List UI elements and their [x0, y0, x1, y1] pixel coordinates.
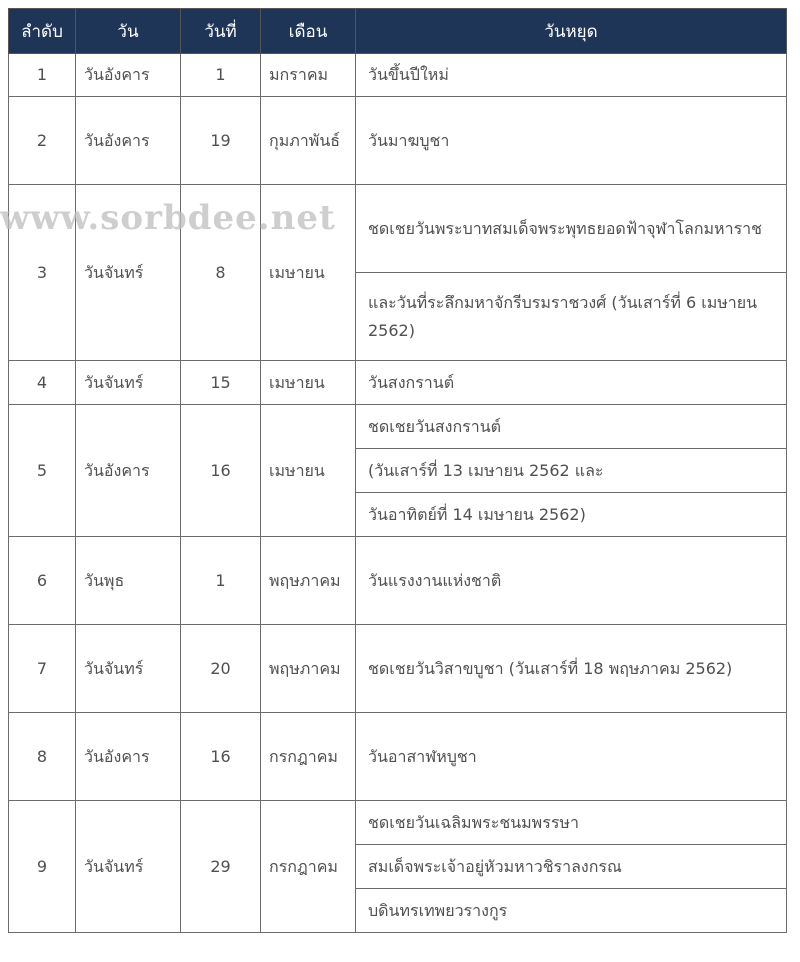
month-cell: เมษายน	[261, 185, 356, 361]
date-cell: 1	[181, 54, 261, 97]
table-row	[9, 537, 787, 625]
watermark: www.sorbdee.net	[0, 198, 336, 238]
table-row	[9, 54, 787, 97]
order-cell: 3	[9, 185, 76, 361]
holiday-cell: ชดเชยวันเฉลิมพระชนมพรรษา	[356, 801, 787, 845]
month-cell: เมษายน	[261, 361, 356, 405]
table-row	[9, 405, 787, 449]
holiday-cell: ชดเชยวันสงกรานต์	[356, 405, 787, 449]
day-cell: วันพุธ	[76, 537, 181, 625]
date-cell: 8	[181, 185, 261, 361]
day-cell: วันจันทร์	[76, 361, 181, 405]
table-row	[9, 361, 787, 405]
date-cell: 29	[181, 801, 261, 933]
date-cell: 20	[181, 625, 261, 713]
holiday-cell: ชดเชยวันพระบาทสมเด็จพระพุทธยอดฟ้าจุฬาโลกมหาราช	[356, 185, 787, 273]
order-cell: 4	[9, 361, 76, 405]
day-cell: วันอังคาร	[76, 54, 181, 97]
day-cell: วันอังคาร	[76, 713, 181, 801]
table-row	[9, 185, 787, 273]
order-cell: 8	[9, 713, 76, 801]
month-cell: กุมภาพันธ์	[261, 97, 356, 185]
table-body	[9, 54, 787, 933]
holiday-cell: วันแรงงานแห่งชาติ	[356, 537, 787, 625]
holiday-cell: (วันเสาร์ที่ 13 เมษายน 2562 และ	[356, 449, 787, 493]
date-cell: 16	[181, 405, 261, 537]
month-cell: กรกฎาคม	[261, 801, 356, 933]
day-cell: วันจันทร์	[76, 185, 181, 361]
day-cell: วันจันทร์	[76, 625, 181, 713]
holiday-cell: ชดเชยวันวิสาขบูชา (วันเสาร์ที่ 18 พฤษภาคม 2562)	[356, 625, 787, 713]
month-cell: กรกฎาคม	[261, 713, 356, 801]
order-cell: 9	[9, 801, 76, 933]
date-cell: 15	[181, 361, 261, 405]
date-cell: 1	[181, 537, 261, 625]
order-cell: 1	[9, 54, 76, 97]
day-cell: วันอังคาร	[76, 97, 181, 185]
table-row	[9, 625, 787, 713]
holiday-table	[8, 8, 787, 933]
date-cell: 16	[181, 713, 261, 801]
holiday-cell: บดินทรเทพยวรางกูร	[356, 889, 787, 933]
day-cell: วันอังคาร	[76, 405, 181, 537]
day-cell: วันจันทร์	[76, 801, 181, 933]
order-cell: 6	[9, 537, 76, 625]
month-cell: มกราคม	[261, 54, 356, 97]
month-cell: พฤษภาคม	[261, 625, 356, 713]
date-cell: 19	[181, 97, 261, 185]
holiday-cell: วันสงกรานต์	[356, 361, 787, 405]
holiday-table-container	[8, 8, 786, 933]
header-month: เดือน	[261, 9, 356, 54]
header-holiday: วันหยุด	[356, 9, 787, 54]
holiday-cell: สมเด็จพระเจ้าอยู่หัวมหาวชิราลงกรณ	[356, 845, 787, 889]
order-cell: 5	[9, 405, 76, 537]
order-cell: 2	[9, 97, 76, 185]
header-day: วัน	[76, 9, 181, 54]
header-date: วันที่	[181, 9, 261, 54]
month-cell: พฤษภาคม	[261, 537, 356, 625]
page-cut	[8, 936, 786, 962]
holiday-cell: และวันที่ระลึกมหาจักรีบรมราชวงศ์ (วันเสาร์ที่ 6 เมษายน 2562)	[356, 273, 787, 361]
holiday-cell: วันมาฆบูชา	[356, 97, 787, 185]
table-row	[9, 713, 787, 801]
holiday-cell: วันอาสาฬหบูชา	[356, 713, 787, 801]
table-row	[9, 801, 787, 845]
holiday-cell: วันขึ้นปีใหม่	[356, 54, 787, 97]
holiday-cell: วันอาทิตย์ที่ 14 เมษายน 2562)	[356, 493, 787, 537]
table-row	[9, 97, 787, 185]
header-order: ลำดับ	[9, 9, 76, 54]
order-cell: 7	[9, 625, 76, 713]
month-cell: เมษายน	[261, 405, 356, 537]
header-row	[9, 9, 787, 54]
